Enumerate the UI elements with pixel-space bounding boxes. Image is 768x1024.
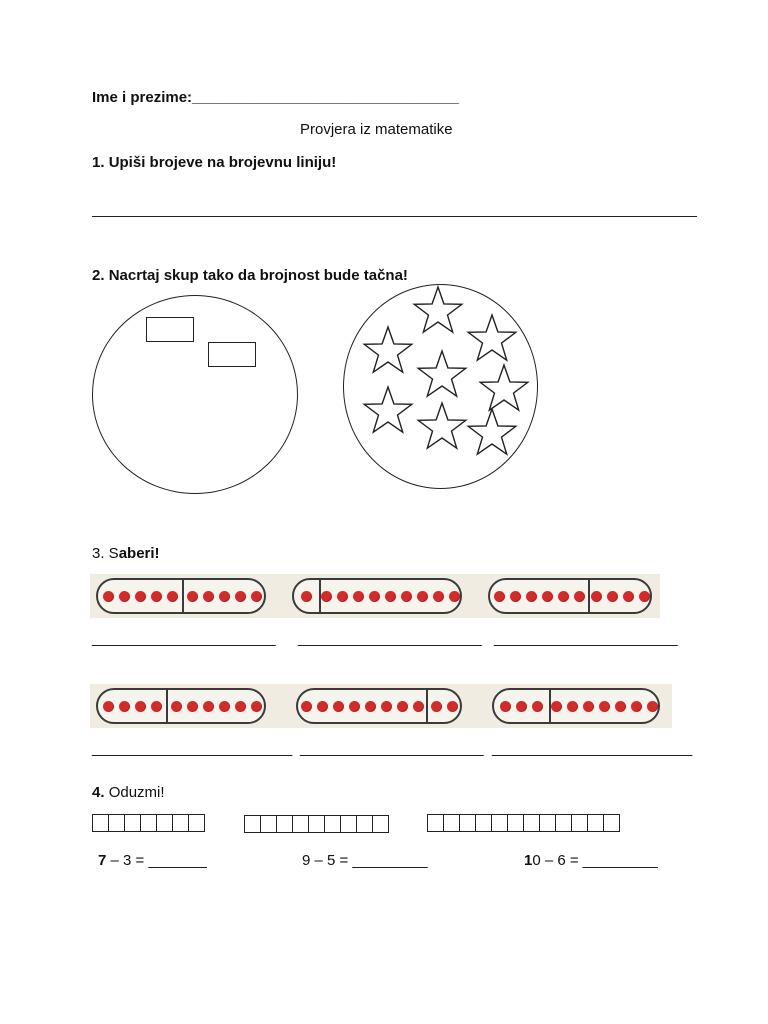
red-dot	[623, 591, 634, 602]
answer-line[interactable]: ________________________	[492, 740, 693, 757]
red-dot	[219, 591, 230, 602]
answer-line[interactable]: ______________________	[298, 630, 482, 647]
counting-pill	[296, 688, 462, 724]
answer-line[interactable]: ________________________	[92, 740, 293, 757]
red-dot	[381, 701, 392, 712]
red-dot	[251, 701, 262, 712]
star-icon	[364, 387, 412, 432]
red-dot	[417, 591, 428, 602]
count-box[interactable]	[308, 815, 325, 833]
red-dot	[447, 701, 458, 712]
count-box[interactable]	[475, 814, 492, 832]
star-icon	[468, 315, 516, 360]
red-dot	[203, 701, 214, 712]
equation[interactable]: 10 – 6 = _________	[524, 852, 658, 869]
count-box[interactable]	[372, 815, 389, 833]
task2-text: Nacrtaj skup tako da brojnost bude tačna!	[108, 267, 408, 284]
red-dot	[119, 591, 130, 602]
star-icon	[418, 351, 466, 396]
box-row	[427, 814, 620, 832]
count-box[interactable]	[244, 815, 261, 833]
task4-text: Oduzmi!	[108, 784, 165, 801]
count-box[interactable]	[443, 814, 460, 832]
count-box[interactable]	[140, 814, 157, 832]
counting-pill	[488, 578, 652, 614]
red-dot	[337, 591, 348, 602]
pill-left-group	[490, 580, 588, 612]
task3-heading	[92, 545, 160, 562]
count-box[interactable]	[172, 814, 189, 832]
pill-right-group	[168, 690, 264, 722]
red-dot	[333, 701, 344, 712]
name-field-label: Ime i prezime:________________________________	[92, 89, 459, 106]
pill-left-group	[98, 690, 166, 722]
red-dot	[433, 591, 444, 602]
pill-right-group	[590, 580, 650, 612]
red-dot	[119, 701, 130, 712]
red-dot	[369, 591, 380, 602]
count-box[interactable]	[427, 814, 444, 832]
count-box[interactable]	[260, 815, 277, 833]
count-box[interactable]	[603, 814, 620, 832]
count-box[interactable]	[539, 814, 556, 832]
count-box[interactable]	[571, 814, 588, 832]
count-box[interactable]	[108, 814, 125, 832]
equation[interactable]: 7 – 3 = _______	[98, 852, 207, 869]
task3-number: 3. S	[92, 545, 119, 562]
red-dot	[349, 701, 360, 712]
red-dot	[551, 701, 562, 712]
red-dot	[607, 591, 618, 602]
count-box[interactable]	[92, 814, 109, 832]
count-box[interactable]	[324, 815, 341, 833]
red-dot	[615, 701, 626, 712]
star-icon	[414, 287, 462, 332]
red-dot	[151, 701, 162, 712]
count-box[interactable]	[491, 814, 508, 832]
red-dot	[321, 591, 332, 602]
pill-right-group	[428, 690, 460, 722]
red-dot	[187, 701, 198, 712]
count-box[interactable]	[156, 814, 173, 832]
red-dot	[385, 591, 396, 602]
red-dot	[103, 701, 114, 712]
task3-text: aberi!	[118, 545, 160, 562]
red-dot	[365, 701, 376, 712]
red-dot	[639, 591, 650, 602]
red-dot	[219, 701, 230, 712]
red-dot	[542, 591, 553, 602]
red-dot	[591, 591, 602, 602]
equation[interactable]: 9 – 5 = _________	[302, 852, 428, 869]
red-dot	[317, 701, 328, 712]
count-box[interactable]	[555, 814, 572, 832]
count-box[interactable]	[340, 815, 357, 833]
red-dot	[449, 591, 460, 602]
pill-left-group	[98, 580, 182, 612]
red-dot	[135, 701, 146, 712]
count-box[interactable]	[276, 815, 293, 833]
answer-line[interactable]: ______________________	[92, 630, 276, 647]
red-dot	[135, 591, 146, 602]
red-dot	[567, 701, 578, 712]
red-dot	[532, 701, 543, 712]
red-dot	[187, 591, 198, 602]
red-dot	[353, 591, 364, 602]
box-row	[92, 814, 205, 832]
star-icon	[468, 409, 516, 454]
red-dot	[301, 701, 312, 712]
red-dot	[301, 591, 312, 602]
star-icon	[418, 403, 466, 448]
count-box[interactable]	[292, 815, 309, 833]
star-icon	[364, 327, 412, 372]
counting-pill	[96, 578, 266, 614]
red-dot	[103, 591, 114, 602]
task1-number: 1.	[92, 154, 105, 171]
star-icon	[480, 365, 528, 410]
answer-line[interactable]: ______________________	[300, 740, 484, 757]
pill-left-group	[294, 580, 319, 612]
answer-line[interactable]: ______________________	[494, 630, 678, 647]
count-box[interactable]	[507, 814, 524, 832]
count-box[interactable]	[459, 814, 476, 832]
red-dot	[647, 701, 658, 712]
counting-pill	[96, 688, 266, 724]
task4-heading	[92, 784, 165, 801]
red-dot	[516, 701, 527, 712]
red-dot	[510, 591, 521, 602]
red-dot	[171, 701, 182, 712]
red-dot	[583, 701, 594, 712]
red-dot	[631, 701, 642, 712]
pill-right-group	[551, 690, 658, 722]
counting-pill	[492, 688, 660, 724]
red-dot	[494, 591, 505, 602]
red-dot	[599, 701, 610, 712]
red-dot	[167, 591, 178, 602]
task2-number: 2.	[92, 267, 105, 284]
red-dot	[574, 591, 585, 602]
red-dot	[431, 701, 442, 712]
count-box[interactable]	[188, 814, 205, 832]
pill-right-group	[184, 580, 264, 612]
red-dot	[203, 591, 214, 602]
task4-number: 4.	[92, 784, 105, 801]
count-box[interactable]	[587, 814, 604, 832]
red-dot	[413, 701, 424, 712]
count-box[interactable]	[523, 814, 540, 832]
red-dot	[401, 591, 412, 602]
count-box[interactable]	[356, 815, 373, 833]
red-dot	[235, 701, 246, 712]
red-dot	[151, 591, 162, 602]
box-row	[244, 815, 389, 833]
red-dot	[235, 591, 246, 602]
count-box[interactable]	[124, 814, 141, 832]
counting-pill	[292, 578, 462, 614]
page-title: Provjera iz matematike	[300, 121, 453, 138]
task1-text: Upiši brojeve na brojevnu liniju!	[108, 154, 337, 171]
red-dot	[397, 701, 408, 712]
red-dot	[500, 701, 511, 712]
pill-left-group	[494, 690, 549, 722]
red-dot	[558, 591, 569, 602]
red-dot	[251, 591, 262, 602]
pill-left-group	[298, 690, 426, 722]
red-dot	[526, 591, 537, 602]
pill-right-group	[321, 580, 460, 612]
